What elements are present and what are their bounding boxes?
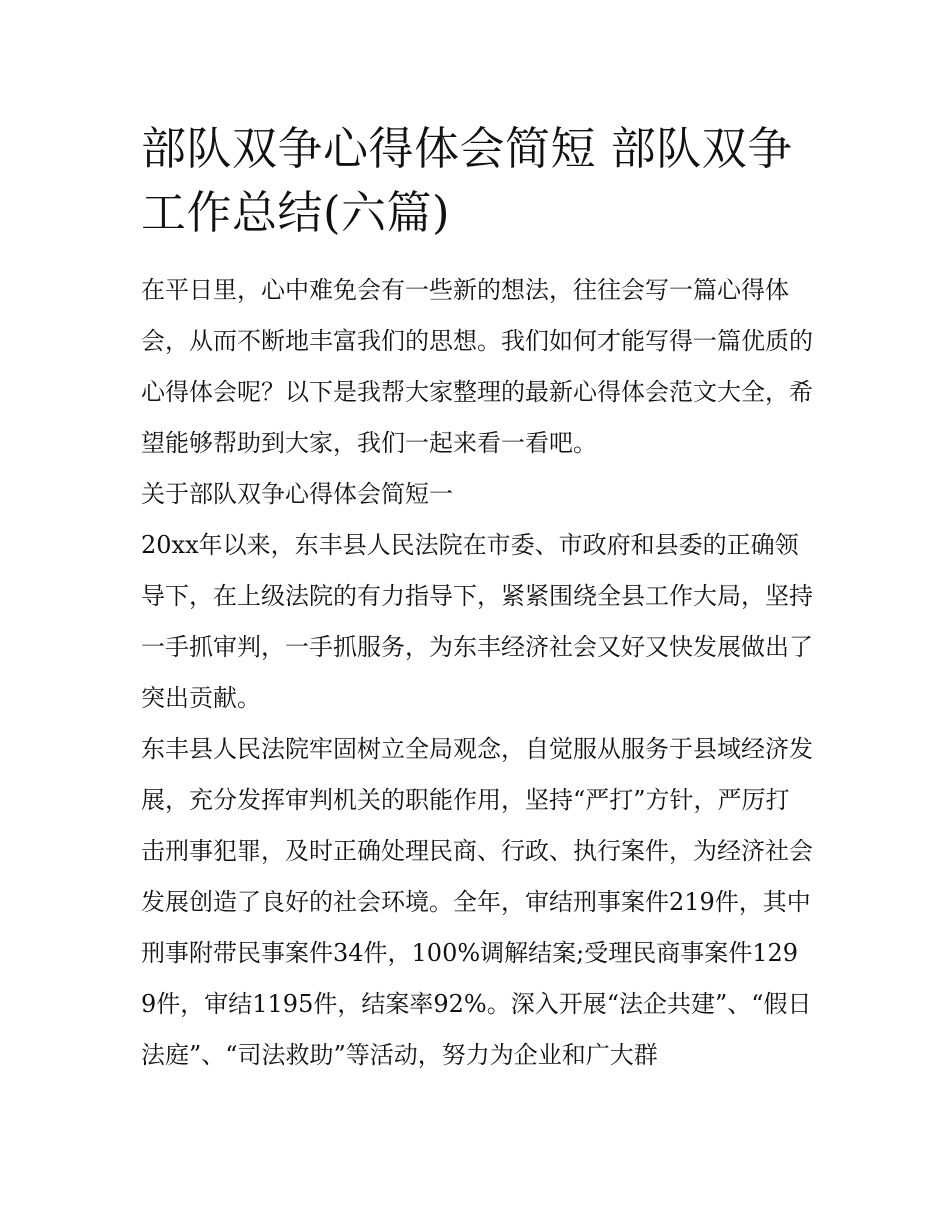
paragraph-body-1: 20xx年以来，东丰县人民法院在市委、市政府和县委的正确领导下，在上级法院的有力指导下，紧紧围绕全县工作大局，坚持一手抓审判，一手抓服务，为东丰经济社会又好又快发展做出了突出贡献。 [141, 531, 813, 712]
paragraph-body-2: 东丰县人民法院牢固树立全局观念，自觉服从服务于县域经济发展，充分发挥审判机关的职能作用，坚持“严打”方针，严厉打击刑事犯罪，及时正确处理民商、行政、执行案件，为经济社会发展创造了良好的社会环境。全年，审结刑事案件219件，其中刑事附带民事案件34件，100%调解结案;受理民商事案件1299件，审结1195件，结案率92%。深入开展“法企共建”、“假日法庭”、“司法救助”等活动，努力为企业和广大群 [141, 735, 813, 1069]
paragraph-intro: 在平日里，心中难免会有一些新的想法，往往会写一篇心得体会，从而不断地丰富我们的思想。我们如何才能写得一篇优质的心得体会呢？以下是我帮大家整理的最新心得体会范文大全，希望能够帮助到大家，我们一起来看一看吧。 [141, 276, 813, 457]
section-heading: 关于部队双争心得体会简短一 [141, 480, 453, 508]
document-body [141, 117, 813, 1081]
document-title: 部队双争心得体会简短 部队双争工作总结(六篇) [141, 122, 793, 239]
